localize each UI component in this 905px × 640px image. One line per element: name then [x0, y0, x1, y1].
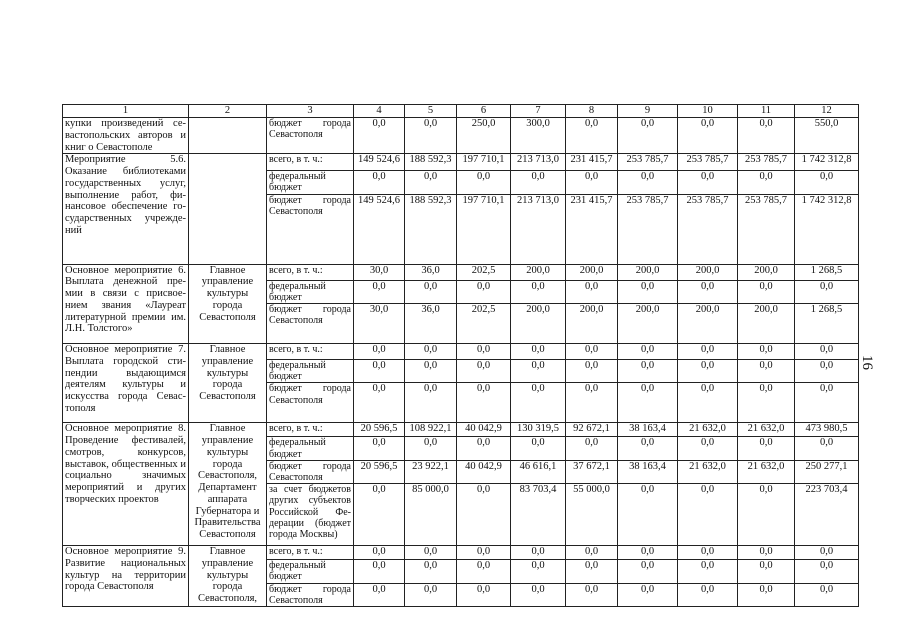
amount-cell: 38 163,4 [618, 460, 678, 483]
page-number: 16 [859, 355, 875, 370]
amount-cell: 0,0 [457, 583, 511, 606]
funding-source: федеральный бюджет [267, 280, 354, 303]
amount-cell: 0,0 [738, 171, 795, 194]
amount-cell: 0,0 [354, 171, 405, 194]
header-cell: 8 [566, 105, 618, 118]
table-row [63, 546, 859, 560]
amount-cell: 0,0 [618, 383, 678, 423]
amount-cell: 0,0 [795, 437, 859, 460]
amount-cell: 0,0 [457, 171, 511, 194]
amount-cell: 0,0 [738, 583, 795, 606]
amount-cell: 21 632,0 [678, 423, 738, 437]
amount-cell: 0,0 [678, 280, 738, 303]
budget-table [62, 104, 859, 607]
amount-cell: 0,0 [405, 171, 457, 194]
responsible-executor: Главное управление культуры города Севастополя, [189, 546, 267, 607]
amount-cell: 231 415,7 [566, 154, 618, 171]
amount-cell: 200,0 [566, 264, 618, 280]
header-cell: 5 [405, 105, 457, 118]
amount-cell: 0,0 [618, 484, 678, 546]
amount-cell: 0,0 [795, 583, 859, 606]
amount-cell: 0,0 [354, 383, 405, 423]
amount-cell: 0,0 [511, 583, 566, 606]
amount-cell: 0,0 [678, 583, 738, 606]
table-row [63, 154, 859, 171]
amount-cell: 0,0 [618, 171, 678, 194]
funding-source: федеральный бюджет [267, 560, 354, 583]
amount-cell: 0,0 [354, 437, 405, 460]
amount-cell: 37 672,1 [566, 460, 618, 483]
amount-cell: 0,0 [738, 484, 795, 546]
table-row [63, 344, 859, 360]
amount-cell: 40 042,9 [457, 423, 511, 437]
measure-description: Основное мероприятие 9. Развитие национальных культур на территории города Севастополя [63, 546, 189, 607]
amount-cell: 0,0 [738, 118, 795, 154]
amount-cell: 0,0 [678, 171, 738, 194]
header-cell: 7 [511, 105, 566, 118]
amount-cell: 253 785,7 [678, 154, 738, 171]
amount-cell: 0,0 [618, 546, 678, 560]
amount-cell: 108 922,1 [405, 423, 457, 437]
amount-cell: 200,0 [738, 304, 795, 344]
funding-source: бюджет города Севастополя [267, 304, 354, 344]
amount-cell: 21 632,0 [678, 460, 738, 483]
amount-cell: 0,0 [618, 437, 678, 460]
amount-cell: 0,0 [566, 171, 618, 194]
header-cell: 9 [618, 105, 678, 118]
amount-cell: 197 710,1 [457, 194, 511, 264]
funding-source: всего, в т. ч.: [267, 264, 354, 280]
amount-cell: 0,0 [738, 360, 795, 383]
amount-cell: 0,0 [457, 437, 511, 460]
amount-cell: 200,0 [511, 304, 566, 344]
amount-cell: 200,0 [618, 304, 678, 344]
amount-cell: 92 672,1 [566, 423, 618, 437]
amount-cell: 0,0 [457, 484, 511, 546]
amount-cell: 36,0 [405, 304, 457, 344]
amount-cell: 0,0 [738, 437, 795, 460]
funding-source: всего, в т. ч.: [267, 423, 354, 437]
header-cell: 11 [738, 105, 795, 118]
amount-cell: 200,0 [566, 304, 618, 344]
amount-cell: 202,5 [457, 304, 511, 344]
amount-cell: 0,0 [405, 560, 457, 583]
responsible-executor [189, 118, 267, 154]
amount-cell: 0,0 [795, 344, 859, 360]
amount-cell: 300,0 [511, 118, 566, 154]
amount-cell: 0,0 [405, 344, 457, 360]
amount-cell: 0,0 [795, 171, 859, 194]
amount-cell: 0,0 [795, 383, 859, 423]
amount-cell: 0,0 [618, 560, 678, 583]
measure-description: Основное мероприятие 8. Проведение фестивалей, смотров, конкурсов, выставок, общественных и социально значимых мероприятий и других творческих проектов [63, 423, 189, 546]
amount-cell: 149 524,6 [354, 154, 405, 171]
amount-cell: 0,0 [405, 118, 457, 154]
amount-cell: 213 713,0 [511, 154, 566, 171]
amount-cell: 0,0 [795, 546, 859, 560]
amount-cell: 231 415,7 [566, 194, 618, 264]
amount-cell: 200,0 [618, 264, 678, 280]
amount-cell: 1 268,5 [795, 264, 859, 280]
table-body [63, 105, 859, 607]
header-cell: 3 [267, 105, 354, 118]
funding-source: всего, в т. ч.: [267, 344, 354, 360]
amount-cell: 38 163,4 [618, 423, 678, 437]
amount-cell: 0,0 [511, 171, 566, 194]
amount-cell: 20 596,5 [354, 423, 405, 437]
amount-cell: 0,0 [618, 360, 678, 383]
amount-cell: 202,5 [457, 264, 511, 280]
amount-cell: 0,0 [405, 583, 457, 606]
amount-cell: 250 277,1 [795, 460, 859, 483]
amount-cell: 223 703,4 [795, 484, 859, 546]
amount-cell: 46 616,1 [511, 460, 566, 483]
amount-cell: 30,0 [354, 304, 405, 344]
amount-cell: 0,0 [457, 344, 511, 360]
amount-cell: 1 268,5 [795, 304, 859, 344]
amount-cell: 0,0 [678, 484, 738, 546]
amount-cell: 0,0 [354, 546, 405, 560]
amount-cell: 0,0 [795, 560, 859, 583]
amount-cell: 21 632,0 [738, 460, 795, 483]
amount-cell: 0,0 [566, 583, 618, 606]
header-cell: 2 [189, 105, 267, 118]
amount-cell: 83 703,4 [511, 484, 566, 546]
amount-cell: 0,0 [354, 560, 405, 583]
amount-cell: 1 742 312,8 [795, 154, 859, 171]
amount-cell: 188 592,3 [405, 194, 457, 264]
amount-cell: 0,0 [678, 560, 738, 583]
amount-cell: 0,0 [405, 280, 457, 303]
amount-cell: 0,0 [511, 437, 566, 460]
amount-cell: 0,0 [354, 484, 405, 546]
funding-source: всего, в т. ч.: [267, 546, 354, 560]
amount-cell: 0,0 [354, 118, 405, 154]
amount-cell: 0,0 [457, 280, 511, 303]
amount-cell: 0,0 [738, 546, 795, 560]
amount-cell: 200,0 [511, 264, 566, 280]
amount-cell: 0,0 [738, 280, 795, 303]
amount-cell: 0,0 [678, 383, 738, 423]
amount-cell: 0,0 [795, 360, 859, 383]
header-cell: 4 [354, 105, 405, 118]
amount-cell: 253 785,7 [738, 154, 795, 171]
measure-description: Основное мероприятие 7. Выплата городской сти-пендии выдающимся деятелям культуры и искусства города Севас-тополя [63, 344, 189, 423]
measure-description: купки произведений се-вастопольских авторов и книг о Севастополе [63, 118, 189, 154]
amount-cell: 0,0 [566, 360, 618, 383]
amount-cell: 0,0 [511, 383, 566, 423]
table-row [63, 118, 859, 154]
amount-cell: 1 742 312,8 [795, 194, 859, 264]
amount-cell: 0,0 [405, 360, 457, 383]
amount-cell: 250,0 [457, 118, 511, 154]
amount-cell: 200,0 [678, 304, 738, 344]
measure-description: Мероприятие 5.6. Оказание библиотеками государственных услуг, выполнение работ, фи-нансовое обеспечение го-сударственных учрежде-ний [63, 154, 189, 264]
amount-cell: 253 785,7 [678, 194, 738, 264]
funding-source: бюджет города Севастополя [267, 460, 354, 483]
funding-source: бюджет города Севастополя [267, 194, 354, 264]
funding-source: федеральный бюджет [267, 437, 354, 460]
amount-cell: 213 713,0 [511, 194, 566, 264]
funding-source: бюджет города Севастополя [267, 583, 354, 606]
amount-cell: 0,0 [405, 437, 457, 460]
amount-cell: 30,0 [354, 264, 405, 280]
table-row [63, 423, 859, 437]
amount-cell: 0,0 [457, 360, 511, 383]
amount-cell: 21 632,0 [738, 423, 795, 437]
amount-cell: 200,0 [678, 264, 738, 280]
amount-cell: 0,0 [678, 360, 738, 383]
amount-cell: 0,0 [457, 560, 511, 583]
amount-cell: 0,0 [678, 118, 738, 154]
funding-source: бюджет города Севастополя [267, 383, 354, 423]
amount-cell: 20 596,5 [354, 460, 405, 483]
amount-cell: 0,0 [566, 280, 618, 303]
amount-cell: 0,0 [457, 546, 511, 560]
amount-cell: 85 000,0 [405, 484, 457, 546]
amount-cell: 550,0 [795, 118, 859, 154]
funding-source: бюджет города Севастополя [267, 118, 354, 154]
amount-cell: 0,0 [795, 280, 859, 303]
amount-cell: 0,0 [511, 360, 566, 383]
funding-source: всего, в т. ч.: [267, 154, 354, 171]
amount-cell: 40 042,9 [457, 460, 511, 483]
amount-cell: 0,0 [566, 344, 618, 360]
amount-cell: 0,0 [354, 344, 405, 360]
amount-cell: 36,0 [405, 264, 457, 280]
header-cell: 6 [457, 105, 511, 118]
table-row [63, 264, 859, 280]
amount-cell: 0,0 [618, 280, 678, 303]
amount-cell: 0,0 [354, 583, 405, 606]
amount-cell: 473 980,5 [795, 423, 859, 437]
amount-cell: 0,0 [618, 344, 678, 360]
amount-cell: 0,0 [566, 118, 618, 154]
amount-cell: 188 592,3 [405, 154, 457, 171]
amount-cell: 0,0 [354, 280, 405, 303]
amount-cell: 0,0 [511, 560, 566, 583]
amount-cell: 0,0 [511, 546, 566, 560]
funding-source: за счет бюджетов других субъектов Российской Фе-дерации (бюджет города Москвы) [267, 484, 354, 546]
amount-cell: 0,0 [457, 383, 511, 423]
amount-cell: 253 785,7 [738, 194, 795, 264]
amount-cell: 0,0 [678, 546, 738, 560]
amount-cell: 0,0 [738, 344, 795, 360]
amount-cell: 0,0 [678, 437, 738, 460]
amount-cell: 0,0 [678, 344, 738, 360]
amount-cell: 200,0 [738, 264, 795, 280]
header-cell: 12 [795, 105, 859, 118]
amount-cell: 0,0 [618, 583, 678, 606]
header-cell: 10 [678, 105, 738, 118]
amount-cell: 253 785,7 [618, 154, 678, 171]
amount-cell: 0,0 [738, 383, 795, 423]
amount-cell: 0,0 [405, 546, 457, 560]
responsible-executor: Главное управление культуры города Севастополя [189, 344, 267, 423]
funding-source: федеральный бюджет [267, 171, 354, 194]
amount-cell: 0,0 [738, 560, 795, 583]
amount-cell: 253 785,7 [618, 194, 678, 264]
amount-cell: 55 000,0 [566, 484, 618, 546]
amount-cell: 130 319,5 [511, 423, 566, 437]
header-cell: 1 [63, 105, 189, 118]
amount-cell: 0,0 [354, 360, 405, 383]
amount-cell: 0,0 [511, 280, 566, 303]
amount-cell: 0,0 [566, 560, 618, 583]
amount-cell: 197 710,1 [457, 154, 511, 171]
amount-cell: 0,0 [566, 546, 618, 560]
amount-cell: 23 922,1 [405, 460, 457, 483]
funding-source: федеральный бюджет [267, 360, 354, 383]
amount-cell: 0,0 [511, 344, 566, 360]
amount-cell: 149 524,6 [354, 194, 405, 264]
responsible-executor: Главное управление культуры города Севастополя [189, 264, 267, 343]
amount-cell: 0,0 [566, 437, 618, 460]
responsible-executor: Главное управление культуры города Севастополя, Департамент аппарата Губернатора и Правительства Севастополя [189, 423, 267, 546]
amount-cell: 0,0 [618, 118, 678, 154]
amount-cell: 0,0 [405, 383, 457, 423]
responsible-executor [189, 154, 267, 264]
amount-cell: 0,0 [566, 383, 618, 423]
measure-description: Основное мероприятие 6. Выплата денежной пре-мии в связи с присвое-нием звания «Лауреат литературной премии им. Л.Н. Толстого» [63, 264, 189, 343]
column-number-row [63, 105, 859, 118]
